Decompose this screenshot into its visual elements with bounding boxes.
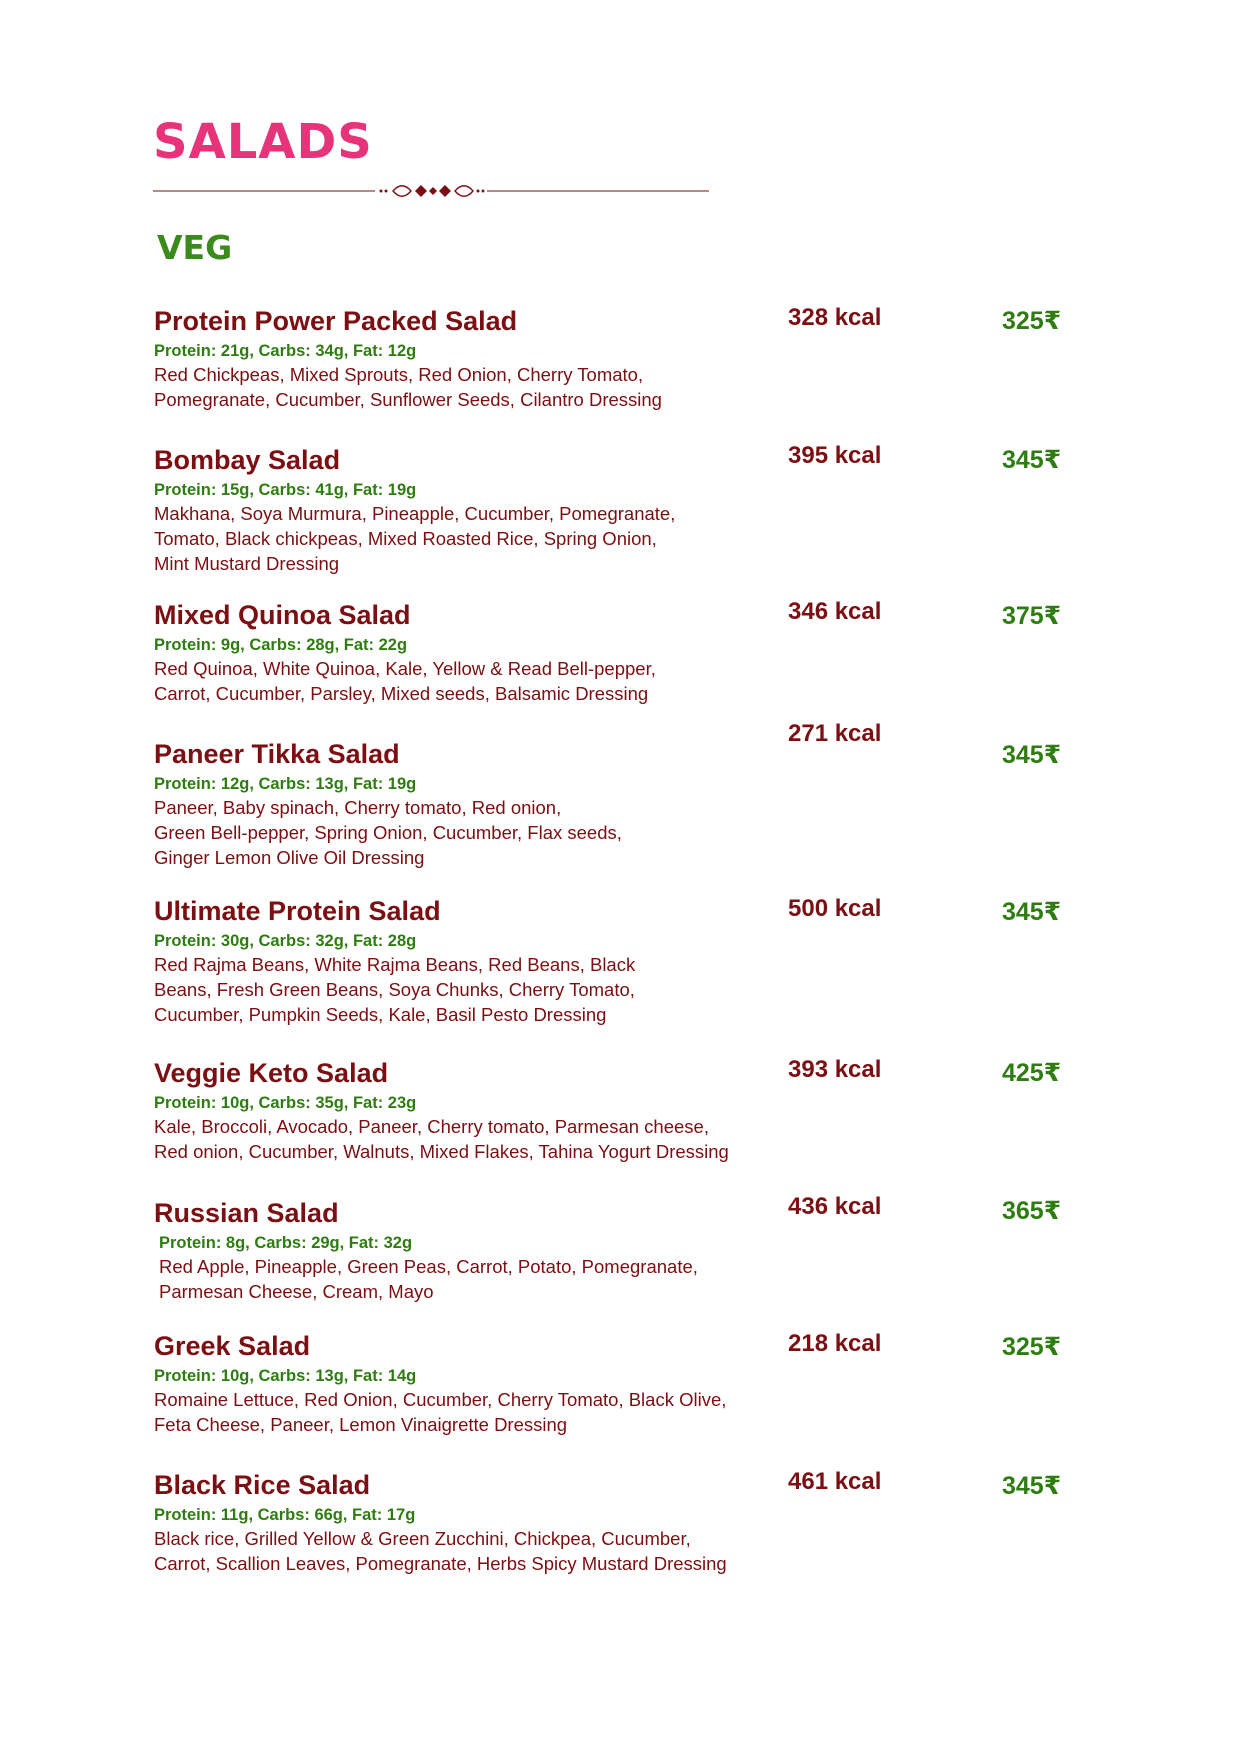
item-description: Romaine Lettuce, Red Onion, Cucumber, Cherry Tomato, Black Olive, Feta Cheese, Paneer, Lemon Vinaigrette Dressing: [154, 1389, 727, 1435]
price-value: 325: [1002, 307, 1044, 335]
item-name: Mixed Quinoa Salad: [154, 600, 411, 630]
item-description: Red Apple, Pineapple, Green Peas, Carrot, Potato, Pomegranate, Parmesan Cheese, Cream, Mayo: [159, 1256, 698, 1302]
item-price: [1002, 1332, 1061, 1362]
item-price: [1002, 1058, 1061, 1088]
section-heading-veg: VEG: [157, 228, 233, 267]
price-value: 365: [1002, 1197, 1044, 1225]
item-description: Red Quinoa, White Quinoa, Kale, Yellow & Read Bell-pepper, Carrot, Cucumber, Parsley, Mixed seeds, Balsamic Dressing: [154, 658, 656, 704]
rupee-symbol: ₹: [1043, 898, 1062, 926]
item-macros: Protein: 21g, Carbs: 34g, Fat: 12g: [154, 342, 417, 360]
rupee-symbol: ₹: [1043, 1059, 1062, 1087]
rupee-symbol: ₹: [1043, 1197, 1062, 1225]
item-price: [1002, 897, 1061, 927]
item-description: Red Rajma Beans, White Rajma Beans, Red Beans, Black Beans, Fresh Green Beans, Soya Chunks, Cherry Tomato, Cucumber, Pumpkin Seeds, Kale, Basil Pesto Dressing: [154, 954, 636, 1025]
item-macros: Protein: 9g, Carbs: 28g, Fat: 22g: [154, 636, 408, 654]
price-value: 425: [1002, 1059, 1044, 1087]
item-price: [1002, 1471, 1061, 1501]
item-description: Paneer, Baby spinach, Cherry tomato, Red onion, Green Bell-pepper, Spring Onion, Cucumber, Flax seeds, Ginger Lemon Olive Oil Dressing: [154, 797, 622, 868]
item-name: Black Rice Salad: [154, 1470, 371, 1500]
item-price: [1002, 445, 1061, 475]
item-name: Protein Power Packed Salad: [154, 306, 518, 336]
item-price: [1002, 1196, 1061, 1226]
item-calories: 328 kcal: [788, 304, 882, 331]
item-description: Red Chickpeas, Mixed Sprouts, Red Onion, Cherry Tomato, Pomegranate, Cucumber, Sunflower Seeds, Cilantro Dressing: [154, 364, 662, 410]
item-calories: 500 kcal: [788, 895, 882, 922]
ornamental-divider: [153, 181, 709, 201]
item-calories: 218 kcal: [788, 1330, 882, 1357]
item-name: Veggie Keto Salad: [154, 1058, 389, 1088]
price-value: 345: [1002, 898, 1044, 926]
item-name: Greek Salad: [154, 1331, 311, 1361]
item-description: Black rice, Grilled Yellow & Green Zucchini, Chickpea, Cucumber, Carrot, Scallion Leaves, Pomegranate, Herbs Spicy Mustard Dressing: [154, 1528, 727, 1574]
item-name: Paneer Tikka Salad: [154, 739, 400, 769]
price-value: 345: [1002, 446, 1044, 474]
rupee-symbol: ₹: [1043, 741, 1062, 769]
item-description: Kale, Broccoli, Avocado, Paneer, Cherry tomato, Parmesan cheese, Red onion, Cucumber, Walnuts, Mixed Flakes, Tahina Yogurt Dressing: [154, 1116, 729, 1162]
item-calories: 395 kcal: [788, 442, 882, 469]
item-calories: 461 kcal: [788, 1468, 882, 1495]
item-macros: Protein: 15g, Carbs: 41g, Fat: 19g: [154, 481, 417, 499]
rupee-symbol: ₹: [1043, 446, 1062, 474]
item-calories: 393 kcal: [788, 1056, 882, 1083]
item-price: [1002, 601, 1061, 631]
item-name: Russian Salad: [154, 1198, 339, 1228]
item-macros: Protein: 10g, Carbs: 13g, Fat: 14g: [154, 1367, 417, 1385]
item-calories: 271 kcal: [788, 720, 882, 747]
item-name: Bombay Salad: [154, 445, 341, 475]
item-name: Ultimate Protein Salad: [154, 896, 441, 926]
item-price: [1002, 306, 1061, 336]
item-price: [1002, 740, 1061, 770]
item-macros: Protein: 12g, Carbs: 13g, Fat: 19g: [154, 775, 417, 793]
rupee-symbol: ₹: [1043, 602, 1062, 630]
item-calories: 436 kcal: [788, 1193, 882, 1220]
item-calories: 346 kcal: [788, 598, 882, 625]
item-macros: Protein: 11g, Carbs: 66g, Fat: 17g: [154, 1506, 416, 1524]
page-title: SALADS: [153, 114, 373, 170]
price-value: 325: [1002, 1333, 1044, 1361]
rupee-symbol: ₹: [1043, 307, 1062, 335]
price-value: 345: [1002, 741, 1044, 769]
rupee-symbol: ₹: [1043, 1472, 1062, 1500]
price-value: 375: [1002, 602, 1044, 630]
item-macros: Protein: 8g, Carbs: 29g, Fat: 32g: [159, 1234, 413, 1252]
rupee-symbol: ₹: [1043, 1333, 1062, 1361]
price-value: 345: [1002, 1472, 1044, 1500]
item-description: Makhana, Soya Murmura, Pineapple, Cucumber, Pomegranate, Tomato, Black chickpeas, Mixed Roasted Rice, Spring Onion, Mint Mustard Dressing: [154, 503, 676, 574]
item-macros: Protein: 30g, Carbs: 32g, Fat: 28g: [154, 932, 417, 950]
item-macros: Protein: 10g, Carbs: 35g, Fat: 23g: [154, 1094, 417, 1112]
